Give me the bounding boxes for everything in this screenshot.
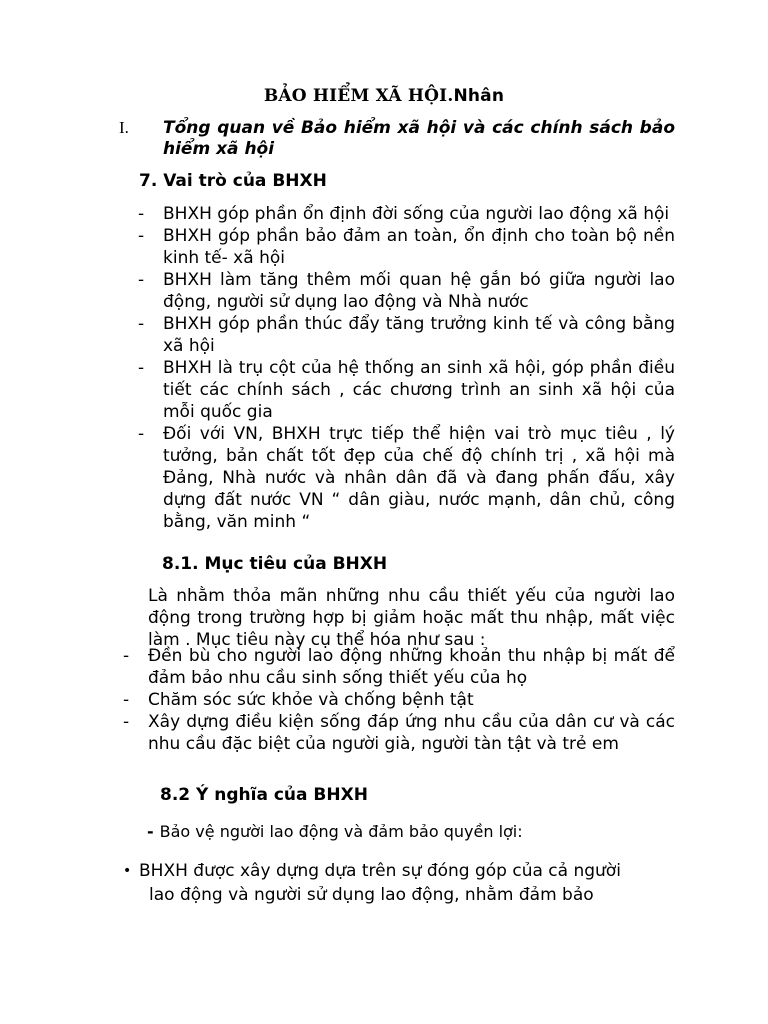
dash-bullet: - <box>147 822 154 841</box>
list-item-text: BHXH góp phần thúc đẩy tăng trưởng kinh tế và công bằng xã hội <box>163 314 675 356</box>
list-item-text: BHXH làm tăng thêm mối quan hệ gắn bó giữa người lao động, người sử dụng lao động và Nhà nước <box>163 270 675 312</box>
list-item-text: Chăm sóc sức khỏe và chống bệnh tật <box>148 690 474 710</box>
roles-heading: 7. Vai trò của BHXH <box>139 171 327 191</box>
section-heading: Tổng quan về Bảo hiểm xã hội và các chính sách bảo hiểm xã hội <box>163 118 675 159</box>
dash-bullet: - <box>138 358 145 378</box>
section-number: I. <box>119 118 129 137</box>
list-item <box>138 203 675 225</box>
list-item <box>138 269 675 313</box>
title-suffix: Nhân <box>453 86 505 106</box>
dash-bullet: - <box>138 314 145 334</box>
list-item <box>138 225 675 269</box>
dash-bullet: - <box>123 690 130 710</box>
meaning-sub-item-text: Bảo vệ người lao động và đảm bảo quyền lợi: <box>159 822 523 841</box>
meaning-bullet-line2: lao động và người sử dụng lao động, nhằm đảm bảo <box>149 885 594 905</box>
dash-bullet: - <box>138 270 145 290</box>
list-item <box>138 357 675 423</box>
list-item-text: BHXH là trụ cột của hệ thống an sinh xã hội, góp phần điều tiết các chính sách , các chương trình an sinh xã hội của mỗi quốc gia <box>163 358 675 422</box>
list-item <box>138 313 675 357</box>
goals-heading: 8.1. Mục tiêu của BHXH <box>162 554 388 574</box>
list-item <box>123 689 675 711</box>
list-item-text: Đối với VN, BHXH trực tiếp thể hiện vai trò mục tiêu , lý tưởng, bản chất tốt đẹp của chế độ chính trị , xã hội mà Đảng, Nhà nước và nhân dân đã và đang phấn đấu, xây dựng đất nước VN “ dân giàu, nước mạnh, dân chủ, công bằng, văn minh “ <box>163 424 675 532</box>
meaning-heading: 8.2 Ý nghĩa của BHXH <box>160 785 368 805</box>
goals-intro: Là nhằm thỏa mãn những nhu cầu thiết yếu của người lao động trong trường hợp bị giảm hoặc mất thu nhập, mất việc làm . Mục tiêu này cụ thể hóa như sau : <box>148 586 675 650</box>
list-item <box>123 645 675 689</box>
dash-bullet: - <box>123 712 130 732</box>
meaning-bullet-line1: BHXH được xây dựng dựa trên sự đóng góp của cả người <box>139 861 621 881</box>
list-item-text: BHXH góp phần ổn định đời sống của người lao động xã hội <box>163 204 670 224</box>
dash-bullet: - <box>138 424 145 444</box>
document-title <box>0 86 768 106</box>
list-item-text: Đền bù cho người lao động những khoản thu nhập bị mất để đảm bảo nhu cầu sinh sống thiết yếu của họ <box>148 646 675 688</box>
meaning-bullet <box>123 859 675 907</box>
goals-list <box>123 645 675 755</box>
list-item <box>138 423 675 533</box>
roles-list <box>138 203 675 533</box>
meaning-sub-item <box>147 822 523 841</box>
list-item <box>123 711 675 755</box>
list-item-text: BHXH góp phần bảo đảm an toàn, ổn định cho toàn bộ nền kinh tế- xã hội <box>163 226 675 268</box>
dash-bullet: - <box>138 204 145 224</box>
dash-bullet: - <box>123 646 130 666</box>
dash-bullet: - <box>138 226 145 246</box>
list-item-text: Xây dựng điều kiện sống đáp ứng nhu cầu của dân cư và các nhu cầu đặc biệt của người già, người tàn tật và trẻ em <box>148 712 675 754</box>
title-main: BẢO HIỂM XÃ HỘI. <box>263 86 454 106</box>
dot-bullet: • <box>123 863 132 879</box>
